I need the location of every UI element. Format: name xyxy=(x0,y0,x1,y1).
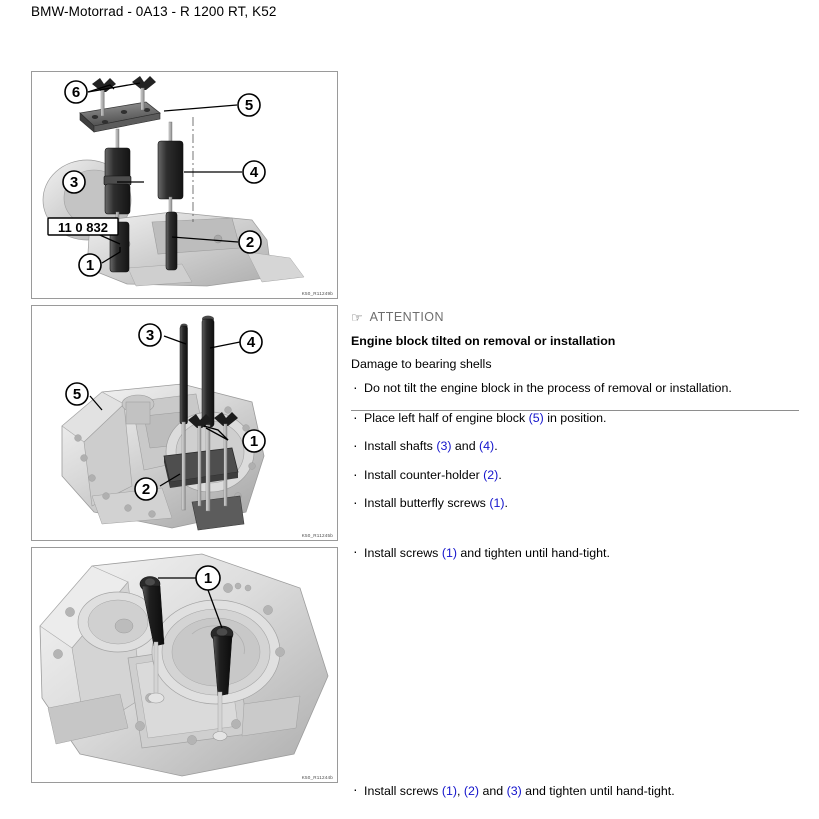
step-text: and tighten until hand-tight. xyxy=(521,784,675,798)
step-install-screws-1 xyxy=(351,546,799,560)
step-text: and xyxy=(479,784,507,798)
part-number-text: 11 0 832 xyxy=(58,220,108,235)
step-text: and xyxy=(451,439,480,453)
figure-2-illustration xyxy=(32,306,337,540)
callout-1 xyxy=(243,430,265,452)
callout-4-label: 4 xyxy=(246,334,256,351)
reference-number: (2) xyxy=(483,467,499,482)
step-text: and tighten until hand-tight. xyxy=(456,546,610,560)
step-text: Install screws xyxy=(364,546,442,560)
step-text: Install screws xyxy=(364,784,442,798)
step-text: Do not tilt the engine block in the process of removal or installation. xyxy=(364,381,732,395)
step-text: Install butterfly screws xyxy=(364,496,490,510)
part-number-box xyxy=(48,218,118,235)
callout-2-label: 2 xyxy=(245,234,255,251)
callout-4 xyxy=(243,161,265,183)
callout-3 xyxy=(63,171,85,193)
step-text: Place left half of engine block xyxy=(364,410,529,425)
callout-5 xyxy=(66,383,88,405)
reference-number: (1) xyxy=(441,784,457,798)
attention-subtitle: Damage to bearing shells xyxy=(351,357,492,371)
attention-step-list xyxy=(351,381,799,397)
figure-3-code: K50_R11244b xyxy=(301,775,333,780)
shaft-4-graphic xyxy=(158,122,183,217)
callout-5-label: 5 xyxy=(244,97,254,114)
leader-4 xyxy=(210,342,240,348)
leader-5 xyxy=(164,105,237,111)
callout-5 xyxy=(238,94,260,116)
attention-header xyxy=(351,310,799,324)
reference-number: (5) xyxy=(528,410,544,425)
callout-3-label: 3 xyxy=(69,174,79,191)
callout-6 xyxy=(65,81,87,103)
counter-holder-plate-top xyxy=(80,102,160,132)
crankcase-graphic xyxy=(40,554,328,776)
step-item xyxy=(351,411,799,427)
instructions-column xyxy=(351,310,799,525)
step-item xyxy=(351,381,799,397)
step-install-screws-123 xyxy=(351,784,799,798)
step-text: . xyxy=(494,439,498,453)
step-text: Install counter-holder xyxy=(364,467,484,482)
callout-3 xyxy=(139,324,161,346)
step-text: . xyxy=(498,467,502,482)
figure-panel-1 xyxy=(31,71,338,299)
step-item xyxy=(351,496,799,512)
step-text: in position. xyxy=(543,410,607,425)
pointing-hand-icon: ☞ xyxy=(351,309,363,325)
callout-2-label: 2 xyxy=(141,481,151,498)
step-text: , xyxy=(456,784,464,798)
reference-number: (4) xyxy=(479,439,495,453)
callout-1-label: 1 xyxy=(203,570,213,587)
callout-6-label: 6 xyxy=(71,84,81,101)
callout-1 xyxy=(196,566,220,590)
callout-2 xyxy=(135,478,157,500)
attention-label: ATTENTION xyxy=(369,310,445,324)
install-step-list xyxy=(351,411,799,512)
callout-4-label: 4 xyxy=(249,164,259,181)
callout-1-label: 1 xyxy=(85,257,95,274)
callout-5-label: 5 xyxy=(72,386,82,403)
reference-number: (1) xyxy=(441,546,457,560)
callout-1 xyxy=(79,254,101,276)
shaft-2-graphic xyxy=(166,212,177,270)
callout-1-label: 1 xyxy=(249,433,259,450)
figure-panel-3 xyxy=(31,547,338,783)
reference-number: (1) xyxy=(489,496,505,510)
callout-4 xyxy=(240,331,262,353)
callout-2 xyxy=(239,231,261,253)
step-item xyxy=(351,468,799,484)
callout-3-label: 3 xyxy=(145,327,155,344)
step-text: Install shafts xyxy=(364,439,437,453)
reference-number: (3) xyxy=(436,439,452,453)
reference-number: (2) xyxy=(463,784,480,798)
step-item xyxy=(351,439,799,455)
figure-1-code: K50_R11249b xyxy=(301,291,333,296)
reference-number: (3) xyxy=(506,784,522,798)
figure-column xyxy=(31,71,338,783)
figure-3-illustration xyxy=(32,548,337,782)
figure-1-illustration xyxy=(32,72,337,298)
figure-panel-2 xyxy=(31,305,338,541)
step-text: . xyxy=(504,496,508,510)
attention-title: Engine block tilted on removal or installation xyxy=(351,334,616,348)
figure-2-code: K50_R11245b xyxy=(301,533,333,538)
page-title: BMW-Motorrad - 0A13 - R 1200 RT, K52 xyxy=(31,4,277,19)
